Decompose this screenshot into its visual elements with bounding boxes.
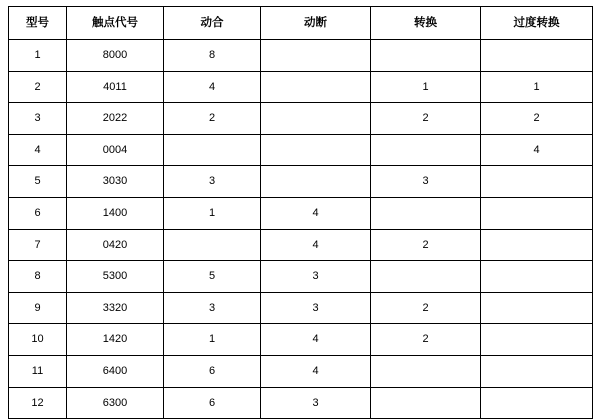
cell-transition-changeover [481,229,593,261]
cell-model: 2 [9,71,67,103]
cell-model: 9 [9,292,67,324]
cell-model: 6 [9,197,67,229]
cell-transition-changeover: 4 [481,134,593,166]
cell-normally-closed [261,103,371,135]
column-header-changeover: 转换 [371,7,481,40]
cell-normally-open [164,134,261,166]
column-header-model: 型号 [9,7,67,40]
cell-normally-closed [261,71,371,103]
cell-changeover: 2 [371,292,481,324]
table-header [9,7,593,40]
column-header-transition-changeover: 过度转换 [481,7,593,40]
cell-normally-closed: 3 [261,292,371,324]
cell-changeover: 2 [371,103,481,135]
table-row [9,197,593,229]
cell-normally-closed: 3 [261,387,371,419]
table-row [9,103,593,135]
cell-normally-open: 2 [164,103,261,135]
table-body [9,40,593,419]
cell-model: 3 [9,103,67,135]
cell-contact-code: 6300 [67,387,164,419]
cell-changeover [371,261,481,293]
cell-contact-code: 0420 [67,229,164,261]
cell-changeover [371,355,481,387]
cell-changeover [371,40,481,72]
cell-changeover: 2 [371,324,481,356]
cell-model: 8 [9,261,67,293]
cell-normally-closed [261,166,371,198]
table-header-row [9,7,593,40]
cell-model: 11 [9,355,67,387]
cell-normally-open: 1 [164,197,261,229]
cell-contact-code: 1420 [67,324,164,356]
table-row [9,261,593,293]
cell-normally-open: 3 [164,292,261,324]
cell-normally-open: 3 [164,166,261,198]
cell-changeover: 1 [371,71,481,103]
table-row [9,387,593,419]
cell-transition-changeover [481,40,593,72]
cell-normally-closed: 4 [261,355,371,387]
cell-transition-changeover [481,324,593,356]
cell-model: 1 [9,40,67,72]
cell-contact-code: 8000 [67,40,164,72]
cell-contact-code: 5300 [67,261,164,293]
cell-transition-changeover [481,355,593,387]
cell-model: 7 [9,229,67,261]
column-header-contact-code: 触点代号 [67,7,164,40]
cell-contact-code: 3320 [67,292,164,324]
cell-transition-changeover [481,261,593,293]
cell-model: 12 [9,387,67,419]
cell-contact-code: 2022 [67,103,164,135]
table-row [9,292,593,324]
cell-normally-open [164,229,261,261]
cell-normally-closed: 4 [261,197,371,229]
table-row [9,324,593,356]
cell-normally-open: 8 [164,40,261,72]
cell-normally-open: 4 [164,71,261,103]
contact-spec-table [8,6,593,419]
cell-changeover [371,197,481,229]
cell-transition-changeover [481,197,593,229]
cell-contact-code: 1400 [67,197,164,229]
table-row [9,71,593,103]
cell-transition-changeover: 1 [481,71,593,103]
cell-contact-code: 3030 [67,166,164,198]
cell-contact-code: 0004 [67,134,164,166]
cell-normally-open: 6 [164,387,261,419]
cell-normally-closed: 4 [261,324,371,356]
table-row [9,40,593,72]
cell-normally-open: 1 [164,324,261,356]
table-row [9,229,593,261]
cell-transition-changeover [481,387,593,419]
cell-changeover: 2 [371,229,481,261]
column-header-normally-closed: 动断 [261,7,371,40]
cell-contact-code: 4011 [67,71,164,103]
cell-transition-changeover [481,166,593,198]
table-row [9,134,593,166]
cell-changeover [371,387,481,419]
table-row [9,355,593,387]
cell-contact-code: 6400 [67,355,164,387]
cell-normally-closed [261,40,371,72]
cell-transition-changeover: 2 [481,103,593,135]
cell-changeover: 3 [371,166,481,198]
column-header-normally-open: 动合 [164,7,261,40]
cell-transition-changeover [481,292,593,324]
cell-model: 5 [9,166,67,198]
cell-model: 10 [9,324,67,356]
cell-normally-closed: 4 [261,229,371,261]
cell-normally-closed [261,134,371,166]
cell-normally-closed: 3 [261,261,371,293]
cell-changeover [371,134,481,166]
cell-normally-open: 5 [164,261,261,293]
table-row [9,166,593,198]
cell-normally-open: 6 [164,355,261,387]
cell-model: 4 [9,134,67,166]
